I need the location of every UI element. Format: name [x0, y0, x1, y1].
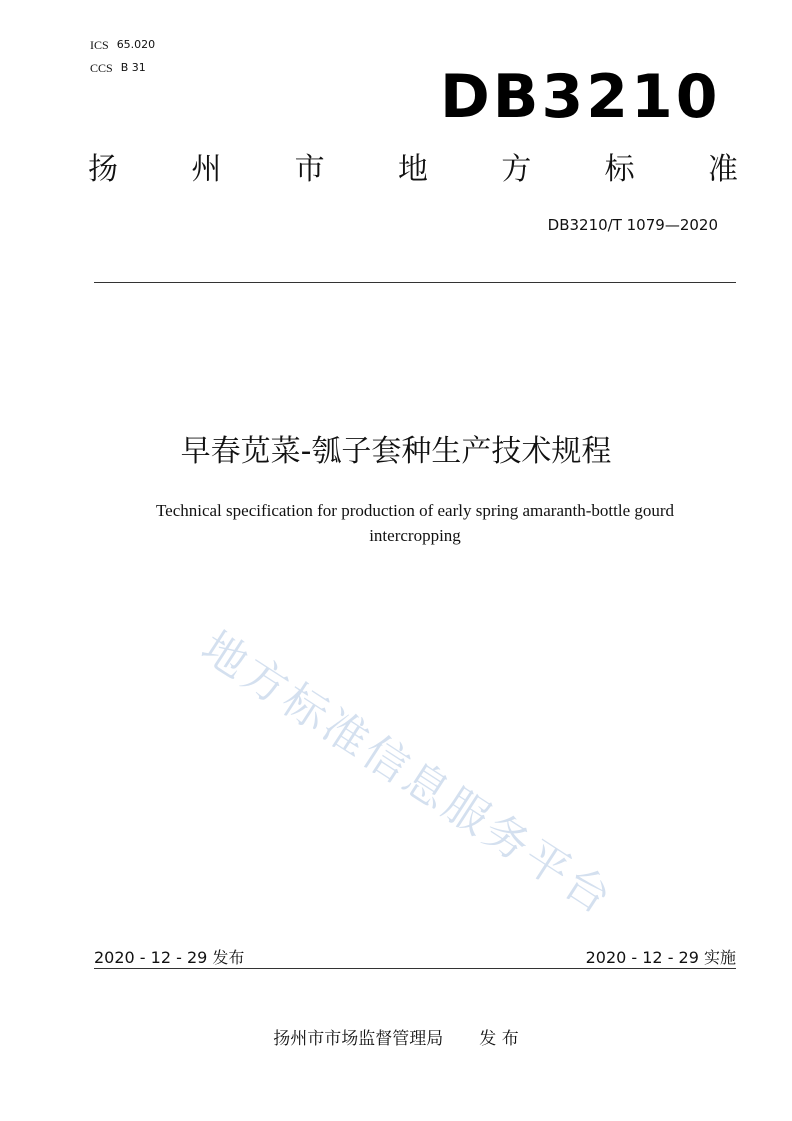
- standard-type-char: 地: [397, 152, 428, 187]
- ics-label: ICS: [90, 38, 109, 52]
- ics-classification: [90, 38, 155, 53]
- document-title-chinese: 早春苋菜-瓠子套种生产技术规程: [180, 434, 612, 469]
- standard-type-char: 扬: [88, 152, 118, 187]
- publisher: [0, 1024, 792, 1049]
- english-title-line: Technical specification for production of early spring amaranth-bottle gourd: [155, 501, 675, 520]
- standard-type-char: 标: [604, 152, 635, 187]
- ccs-label: CCS: [90, 61, 113, 75]
- watermark: 地方标准信息服务平台: [192, 621, 623, 926]
- standard-type-char: 市: [294, 152, 325, 187]
- bottom-divider: [94, 968, 736, 969]
- standard-code-logo: DB3210: [440, 62, 721, 132]
- ics-code: 65.020: [116, 38, 156, 51]
- publisher-name: 扬州市市场监督管理局: [273, 1029, 444, 1049]
- ccs-code: B 31: [120, 61, 146, 74]
- standard-type-title: [88, 150, 738, 190]
- english-title-line: intercropping: [369, 526, 461, 545]
- publisher-action: 发 布: [479, 1029, 519, 1049]
- implementation-date: 2020 - 12 - 29 实施: [585, 948, 736, 967]
- standard-type-char: 方: [501, 152, 532, 187]
- standard-type-char: 州: [191, 152, 222, 187]
- document-title-english: [110, 498, 720, 548]
- standard-number: DB3210/T 1079—2020: [547, 216, 718, 234]
- issue-date: 2020 - 12 - 29 发布: [94, 948, 245, 967]
- ccs-classification: [90, 61, 146, 76]
- standard-type-char: 准: [707, 152, 738, 187]
- top-divider: [94, 282, 736, 283]
